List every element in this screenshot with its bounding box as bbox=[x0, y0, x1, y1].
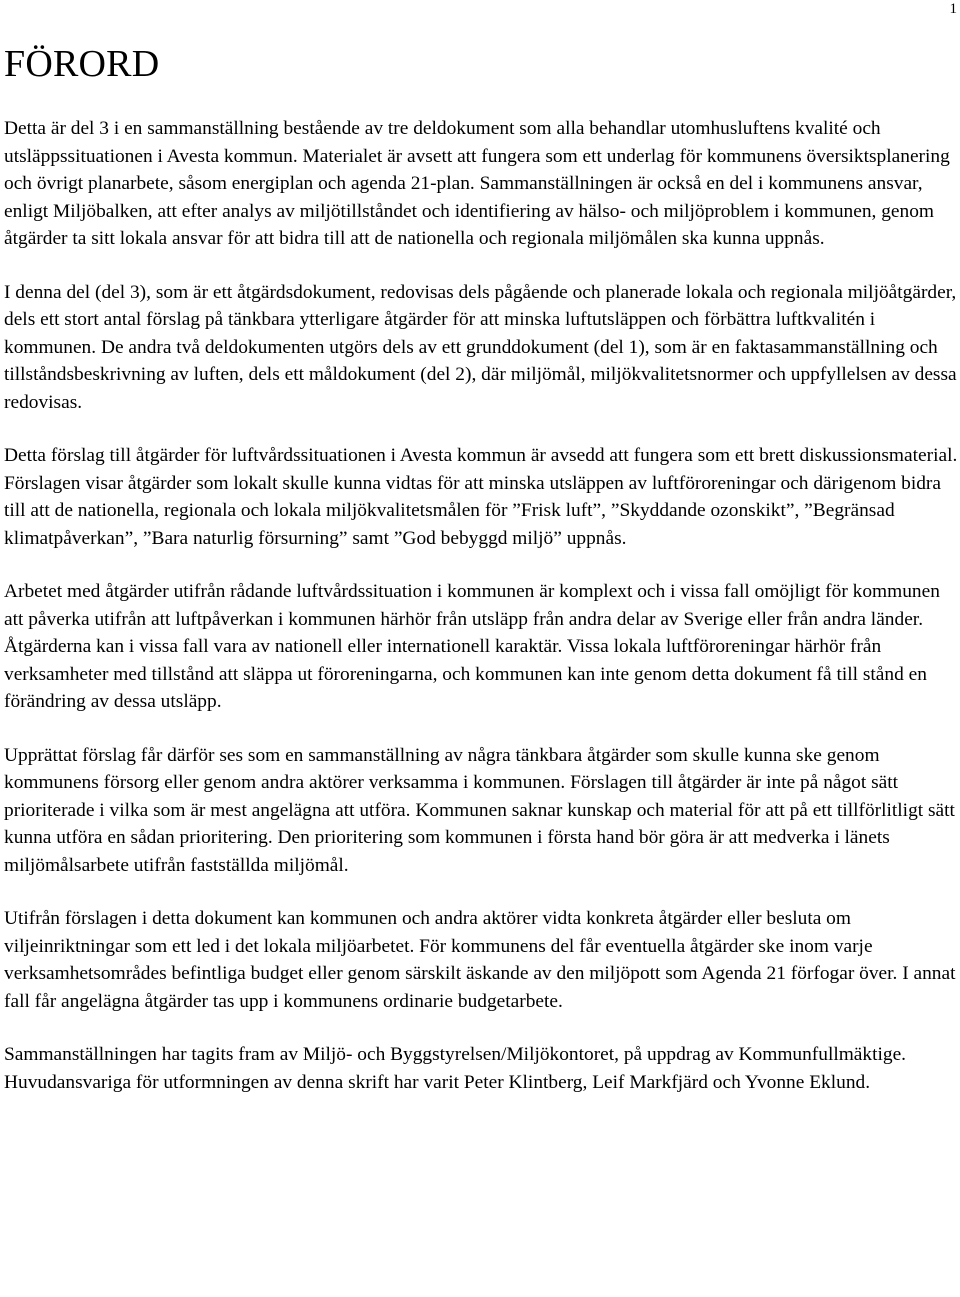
paragraph-discussion-material: Detta förslag till åtgärder för luftvårdssituationen i Avesta kommun är avsedd att fungera som ett brett diskussionsmaterial. Förslagen visar åtgärder som lokalt skulle kunna vidtas för att minska utsläppen av luftföroreningar och därigenom bidra till att de nationella, regionala och lokala miljökvalitetsmålen för ”Frisk luft”, ”Skyddande ozonskikt”, ”Begränsad klimatpåverkan”, ”Bara naturlig försurning” samt ”God bebyggd miljö” uppnås. bbox=[4, 445, 958, 549]
paragraph-actions-budget: Utifrån förslagen i detta dokument kan kommunen och andra aktörer vidta konkreta åtgärder eller besluta om viljeinriktningar som ett led i det lokala miljöarbetet. För kommunens del får eventuella åtgärder ske inom varje verksamhetsområdes befintliga budget eller genom särskilt äskande av den miljöpott som Agenda 21 förfogar över. I annat fall får angelägna åtgärder tas upp i kommunens ordinarie budgetarbete. bbox=[4, 908, 956, 1012]
paragraph-intro: Detta är del 3 i en sammanställning bestående av tre deldokument som alla behandlar utomhusluftens kvalité och utsläppssituationen i Avesta kommun. Materialet är avsett att fungera som ett underlag för kommunens översiktsplanering och övrigt planarbete, såsom energiplan och agenda 21-plan. Sammanställningen är också en del i kommunens ansvar, enligt Miljöbalken, att efter analys av miljötillståndet och identifiering av hälso- och miljöproblem i kommunen, genom åtgärder ta sitt lokala ansvar för att bidra till att de nationella och regionala miljömålen ska kunna uppnås. bbox=[4, 118, 950, 249]
paragraph-prioritization: Upprättat förslag får därför ses som en sammanställning av några tänkbara åtgärder som skulle kunna ske genom kommunens försorg eller genom andra aktörer verksamma i kommunen. Förslagen till åtgärder är inte på något sätt prioriterade i vilka som är mest angelägna att utföra. Kommunen saknar kunskap och material för att på ett tillförlitligt sätt kunna utföra en sådan prioritering. Den prioritering som kommunen i första hand bör göra är att medverka i länets miljömålsarbete utifrån fastställda miljömål. bbox=[4, 744, 955, 876]
paragraph-complexity: Arbetet med åtgärder utifrån rådande luftvårdssituation i kommunen är komplext och i vissa fall omöjligt för kommunen att påverka utifrån att luftpåverkan i kommunen härhör från utsläpp från andra delar av Sverige eller från andra länder. Åtgärderna kan i vissa fall vara av nationell eller internationell karaktär. Vissa lokala luftföroreningar härhör från verksamheter med tillstånd att släppa ut föroreningarna, och kommunen kan inte genom detta dokument få till stånd en förändring av dessa utsläpp. bbox=[4, 581, 940, 712]
page-title: FÖRORD bbox=[4, 43, 160, 85]
paragraph-part-description: I denna del (del 3), som är ett åtgärdsdokument, redovisas dels pågående och planerade lokala och regionala miljöåtgärder, dels ett stort antal förslag på tänkbara ytterligare åtgärder för att minska luftutsläppen och förbättra luftkvalitén i kommunen. De andra två deldokumenten utgörs dels av ett grunddokument (del 1), som är en faktasammanställning och tillståndsbeskrivning av luften, dels ett måldokument (del 2), där miljömål, miljökvalitetsnormer och uppfyllelsen av dessa redovisas. bbox=[4, 281, 957, 413]
paragraph-authors: Sammanställningen har tagits fram av Miljö- och Byggstyrelsen/Miljökontoret, på uppdrag av Kommunfullmäktige. Huvudansvariga för utformningen av denna skrift har varit Peter Klintberg, Leif Markfjärd och Yvonne Eklund. bbox=[4, 1044, 907, 1093]
page-number: 1 bbox=[949, 1, 957, 17]
document-body bbox=[4, 115, 958, 1122]
